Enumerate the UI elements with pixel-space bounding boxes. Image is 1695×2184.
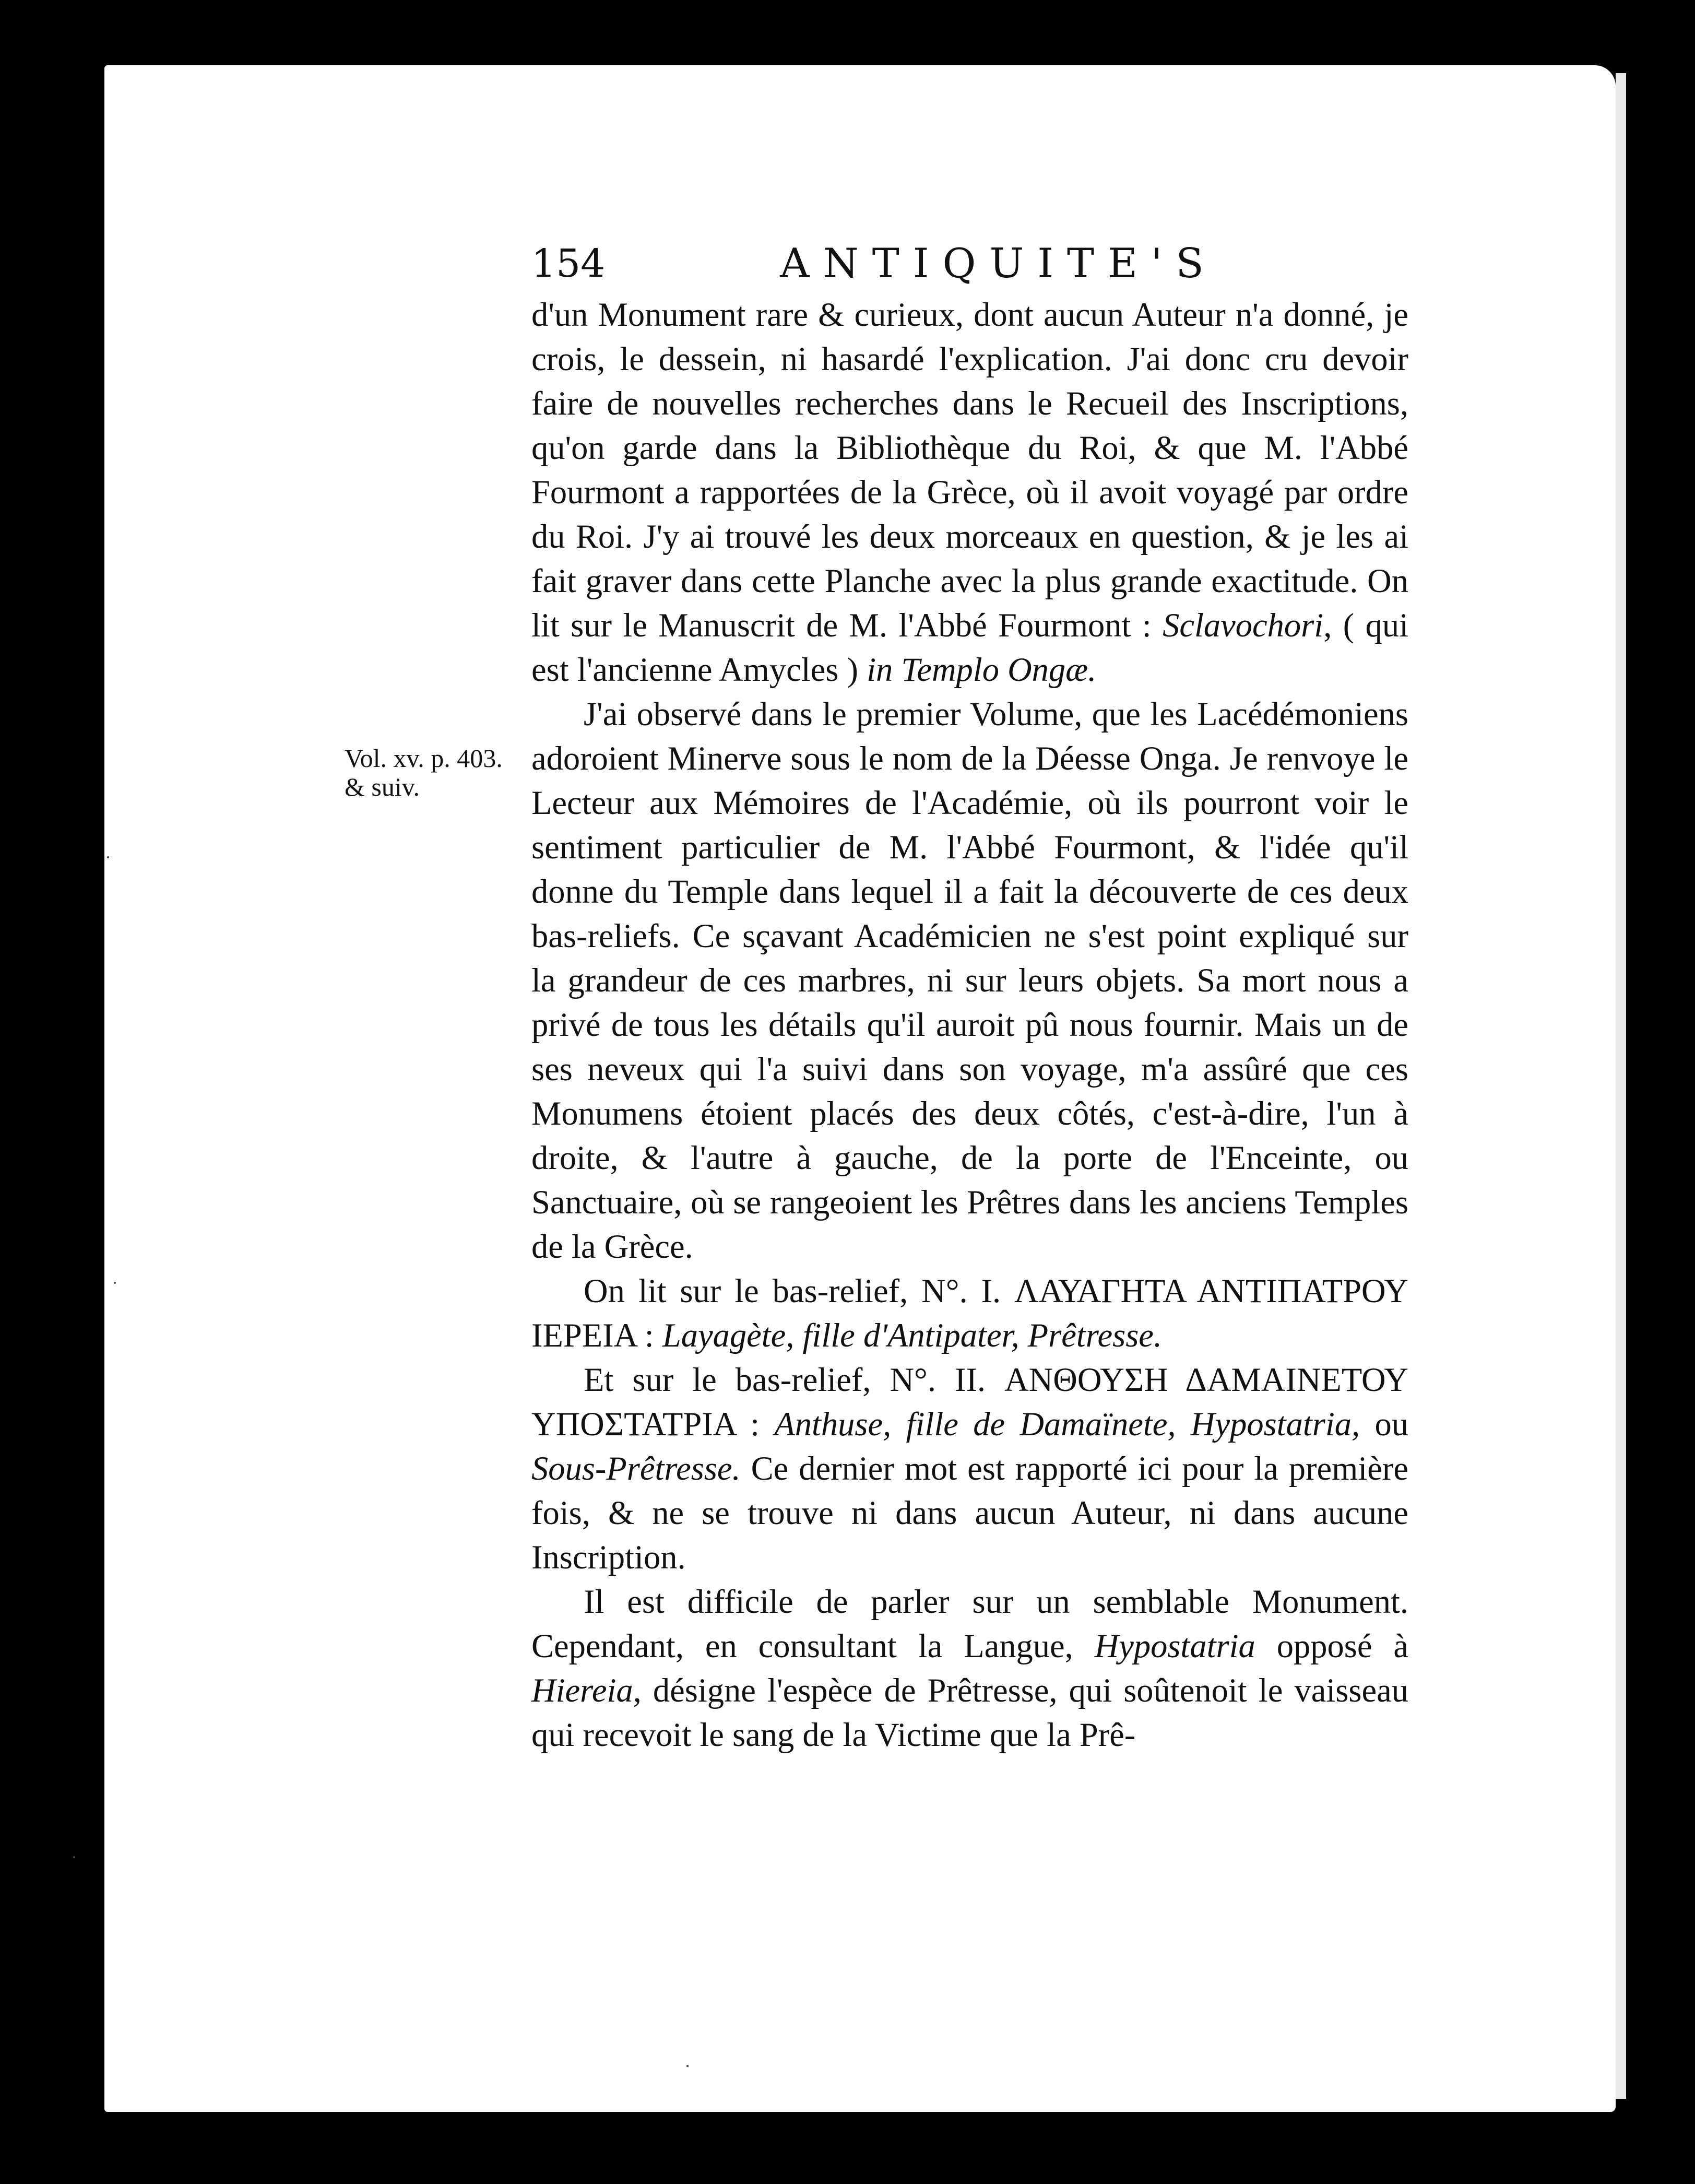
paragraph bbox=[531, 1579, 1408, 1757]
text-segment-italic: Layagète, fille d'Antipater, Prêtresse. bbox=[662, 1317, 1163, 1354]
text-segment: d'un Monument rare & curieux, dont aucun Auteur n'a donné, je crois, le dessein, ni hasardé l'explication. J'ai donc cru devoir faire de nouvelles recherches dans le Recueil des Inscriptions, qu'on garde dans la Bibliothèque du Roi, & que M. l'Abbé Fourmont a rapportées de la Grèce, où il avoit voyagé par ordre du Roi. J'y ai trouvé les deux morceaux en question, & je les ai fait graver dans cette Planche avec la plus grande exactitude. On lit sur le Manuscrit de M. l'Abbé Fourmont : bbox=[531, 296, 1408, 644]
scan-speck bbox=[114, 1282, 116, 1284]
text-segment: Et sur le bas-relief, N°. II. ΑΝΘΟΥΣΗ ΔΑΜΑΙΝΕΤΟΥ ΥΠΟΣΤΑΤΡΙΑ : bbox=[531, 1361, 1408, 1443]
text-segment: Il est difficile de parler sur un semblable Monument. Cependant, en consultant la Langue, bbox=[531, 1583, 1408, 1664]
text-segment-italic: Hiereia, bbox=[531, 1672, 642, 1709]
text-segment-italic: Sous-Prêtresse. bbox=[531, 1450, 741, 1487]
text-segment: opposé à bbox=[1255, 1627, 1408, 1664]
page-number: 154 bbox=[531, 241, 606, 286]
scan-speck bbox=[73, 1856, 75, 1858]
running-title: ANTIQUITE'S bbox=[780, 240, 1217, 287]
text-segment: On lit sur le bas-relief, N°. I. ΛΑΥΑΓΗΤΑ ΑΝΤΙΠΑΤΡΟΥ ΙΕΡΕΙΑ : bbox=[531, 1272, 1408, 1354]
page-edge bbox=[1616, 73, 1626, 2099]
page-header bbox=[531, 232, 1393, 295]
text-segment-italic: Sclavochori bbox=[1163, 607, 1324, 644]
text-segment: J'ai observé dans le premier Volume, que les Lacédémoniens adoroient Minerve sous le nom de la Déesse Onga. Je renvoye le Lecteur aux Mémoires de l'Académie, où ils pourront voir le sentiment particulier de M. l'Abbé Fourmont, & l'idée qu'il donne du Temple dans lequel il a fait la découverte de ces deux bas-reliefs. Ce sçavant Académicien ne s'est point expliqué sur la grandeur de ces marbres, ni sur leurs objets. Sa mort nous a privé de tous les détails qu'il auroit pû nous fournir. Mais un de ses neveux qui l'a suivi dans son voyage, m'a assûré que ces Monumens étoient placés des deux côtés, c'est-à-dire, l'un à droite, & l'autre à gauche, de la porte de l'Enceinte, ou Sanctuaire, où se rangeoient les Prêtres dans les anciens Temples de la Grèce. bbox=[531, 695, 1408, 1265]
body-text bbox=[531, 292, 1408, 1757]
paragraph bbox=[531, 292, 1408, 692]
margin-note-reference: Vol. xv. p. 403. bbox=[345, 743, 503, 773]
scan-speck bbox=[107, 856, 109, 858]
text-segment-italic: Anthuse, fille de Damaïnete, Hypostatria, bbox=[774, 1406, 1360, 1443]
text-segment-italic: in Templo Ongæ. bbox=[867, 651, 1097, 688]
text-segment: Ce dernier mot est rapporté ici pour la première fois, & ne se trouve ni dans aucun Auteur, ni dans aucune Inscription. bbox=[531, 1450, 1408, 1576]
paragraph bbox=[531, 692, 1408, 1269]
margin-note-continuation: & suiv. bbox=[345, 772, 420, 801]
text-segment: désigne l'espèce de Prêtresse, qui soûtenoit le vaisseau qui recevoit le sang de la Victime que la Prê- bbox=[531, 1672, 1408, 1753]
text-segment: ou bbox=[1360, 1406, 1408, 1443]
text-segment: , ( qui est l'ancienne Amycles ) bbox=[531, 607, 1408, 688]
paragraph bbox=[531, 1357, 1408, 1579]
scan-speck bbox=[686, 2065, 689, 2067]
paragraph bbox=[531, 1269, 1408, 1357]
text-segment-italic: Hypostatria bbox=[1094, 1627, 1255, 1664]
margin-note bbox=[345, 744, 522, 801]
